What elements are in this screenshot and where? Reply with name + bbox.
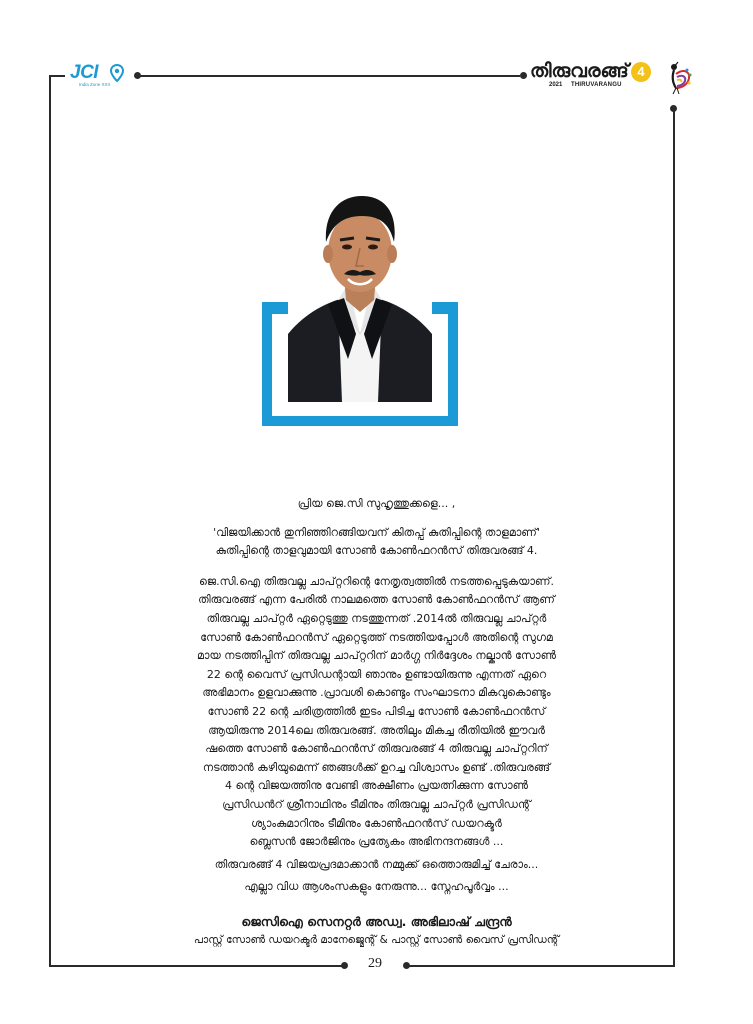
paragraph-line: മായ നടത്തിപ്പിന് തിരുവല്ല ചാപ്റ്ററിന് മാർഗ്ഗ നിർദ്ദേശം നല്കാൻ സോൺ: [197, 649, 556, 663]
frame-dot: [403, 962, 410, 969]
event-logo: [524, 60, 694, 96]
paragraph-line: നടത്താൻ കഴിയുമെന്ന് ഞങ്ങൾക്ക് ഉറച്ച വിശ്വാസം ഉണ്ട് .തിരുവരങ്ങ്: [202, 760, 551, 774]
frame-dot: [341, 962, 348, 969]
paragraph-line: ജെ.സി.ഐ തിരുവല്ല ചാപ്റ്ററിന്റെ നേതൃത്വത്തിൽ നടത്തപ്പെടുകയാണ്.: [199, 574, 554, 588]
paragraph-line: ഷത്തെ സോൺ കോൺഫറൻസ് തിരുവരങ്ങ് 4 തിരുവല്ല ചാപ്റ്ററിന്: [205, 742, 548, 756]
frame-top-center: [140, 75, 520, 77]
paragraph-line: തിരുവല്ല ചാപ്റ്റർ ഏറ്റെടുത്തു നടത്തുന്നത് .2014ൽ തിരുവല്ല ചാപ്റ്റർ: [206, 611, 547, 625]
letter-body: [150, 495, 603, 950]
location-pin-icon: [110, 64, 124, 82]
paragraph-line: 22 ന്റെ വൈസ് പ്രസിഡന്റായി ഞാനും ഉണ്ടായിരുന്നു എന്നത് ഏറെ: [206, 667, 547, 681]
paragraph-line: 4 ന്റെ വിജയത്തിനു വേണ്ടി അക്ഷീണം പ്രയത്നിക്കുന്ന സോൺ: [224, 779, 529, 793]
frame-right: [673, 110, 675, 967]
closing-line: തിരുവരങ്ങ് 4 വിജയപ്രദമാക്കാൻ നമ്മുക്ക് ഒത്തൊരുമിച്ച് ചേരാം...: [214, 857, 539, 871]
frame-bottom-left: [49, 965, 344, 967]
letter-closing: [150, 856, 603, 897]
event-title: തിരുവരങ്ങ്: [530, 60, 629, 82]
portrait-photo: [288, 184, 432, 402]
letter-paragraph: [150, 573, 603, 852]
quote-line: കുതിപ്പിന്റെ താളവുമായി സോൺ കോൺഫറൻസ് തിരുവരങ്ങ് 4.: [215, 544, 538, 558]
event-subtitle: THIRUVARANGU: [571, 82, 622, 88]
letter-quote: [150, 524, 603, 561]
jci-logo-subtitle: India Zone XXII: [79, 82, 111, 87]
event-year: 2021: [549, 82, 563, 88]
portrait-photo-frame: [262, 184, 458, 426]
paragraph-line: സോൺ 22 ന്റെ ചരിത്രത്തിൽ ഇടം പിടിച്ച സോൺ കോൺഫറൻസ്: [207, 704, 546, 718]
paragraph-line: ശ്യാംകുമാറിനും ടീമിനും കോൺഫറൻസ് ഡയറക്ടർ: [251, 816, 502, 830]
event-number: 4: [631, 62, 651, 82]
peacock-icon: [662, 58, 692, 96]
frame-left: [49, 75, 51, 967]
paragraph-line: സോൺ കോൺഫറൻസ് ഏറ്റെടുത്ത് നടത്തിയപ്പോൾ അതിന്റെ സുഗമ: [200, 630, 553, 644]
page-number: 29: [368, 956, 382, 971]
paragraph-line: അഭിമാനം ഉളവാക്കുന്നു .പ്രാവശി കൊണ്ടും സംഘാടനാ മികവുകൊണ്ടും: [202, 686, 551, 700]
frame-dot: [134, 72, 141, 79]
frame-top-left: [49, 75, 65, 77]
paragraph-line: ബ്ലെസൻ ജോർജിനും പ്രത്യേകം അഭിനന്ദനങ്ങൾ ...: [249, 835, 504, 849]
signature-title: പാസ്റ്റ് സോൺ ഡയറക്ടർ മാനേജ്മെന്റ് & പാസ്റ്റ് സോൺ വൈസ് പ്രസിഡന്റ്: [193, 934, 560, 947]
paragraph-line: പ്രസിഡൻറ് ശ്രീനാഥിനും ടീമിനും തിരുവല്ല ചാപ്റ്റർ പ്രസിഡന്റ്: [222, 797, 531, 811]
paragraph-line: ആയിരുന്നു 2014ലെ തിരുവരങ്ങ്. അതിലും മികച്ച രീതിയിൽ ഈവർ: [208, 723, 545, 737]
frame-dot: [670, 105, 677, 112]
closing-line: എല്ലാ വിധ ആശംസകളും നേരുന്നു... സ്നേഹപൂർവ്വം ...: [244, 880, 509, 894]
letter-greeting: പ്രിയ ജെ.സി സുഹൃത്തുക്കളെ... ,: [297, 497, 456, 510]
jci-logo: [70, 62, 130, 92]
signature-name: ജെസിഐ സെനറ്റർ അഡ്വ. അഭിലാഷ് ചന്ദ്രൻ: [241, 913, 512, 929]
quote-line: 'വിജയിക്കാൻ തുനിഞ്ഞിറങ്ങിയവന് കിതപ്പ് കുതിപ്പിന്റെ താളമാണ്': [213, 525, 540, 539]
jci-logo-text: JCI: [70, 62, 99, 83]
frame-bottom-right: [406, 965, 675, 967]
paragraph-line: തിരുവരങ്ങ് എന്ന പേരിൽ നാലമത്തെ സോൺ കോൺഫറൻസ് ആണ്: [198, 593, 555, 607]
